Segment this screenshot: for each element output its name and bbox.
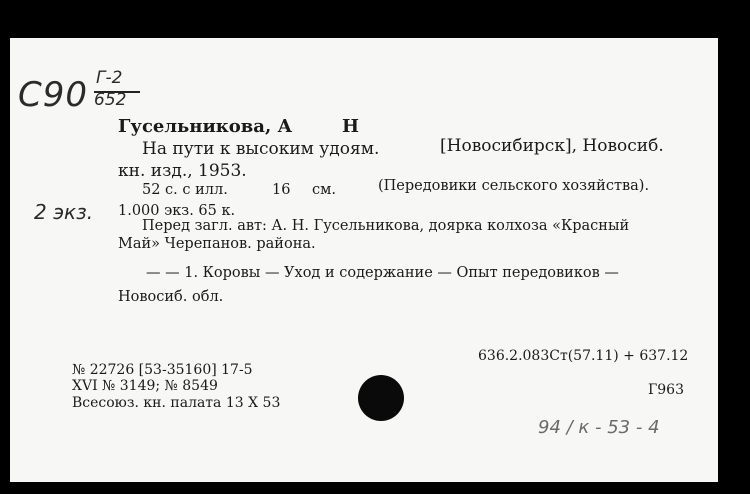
print-run: 1.000 экз. 65 к. [118, 203, 236, 219]
subjects-line-2: Новосиб. обл. [118, 289, 224, 305]
book-chamber: Всесоюз. кн. палата 13 X 53 [72, 395, 281, 411]
collation: 52 с. с илл. [142, 182, 228, 198]
note-line-1: Перед загл. авт: А. Н. Гусельникова, доярка колхоза «Красный [142, 218, 630, 234]
title-line-2: кн. изд., 1953. [118, 161, 247, 181]
shelf-mark-main: С90 [18, 75, 89, 115]
handwritten-stamp: 94 / к - 53 - 4 [538, 417, 660, 438]
cutter-number: Г963 [648, 382, 684, 398]
handwritten-copies: 2 экз. [34, 200, 94, 224]
title-line-1: На пути к высоким удоям. [142, 139, 380, 159]
author-heading: Гусельникова, А [118, 116, 293, 137]
shelf-mark-top: Г-2 [96, 68, 123, 88]
author-initial: Н [342, 116, 360, 137]
note-line-2: Май» Черепанов. района. [118, 236, 316, 252]
size-unit: см. [312, 182, 337, 198]
shelf-mark-bottom: 652 [94, 90, 127, 110]
series-number: XVI № 3149; № 8549 [72, 378, 218, 394]
publisher-place: [Новосибирск], Новосиб. [440, 136, 664, 156]
catalog-card [10, 38, 718, 482]
udc-index: 636.2.083Ст(57.11) + 637.12 [478, 348, 689, 364]
record-number: № 22726 [53-35160] 17-5 [72, 362, 253, 378]
subjects-line-1: — — 1. Коровы — Уход и содержание — Опыт передовиков — [146, 265, 619, 281]
size-value: 16 [272, 182, 291, 198]
series-statement: (Передовики сельского хозяйства). [378, 178, 650, 194]
punch-hole [358, 375, 404, 421]
